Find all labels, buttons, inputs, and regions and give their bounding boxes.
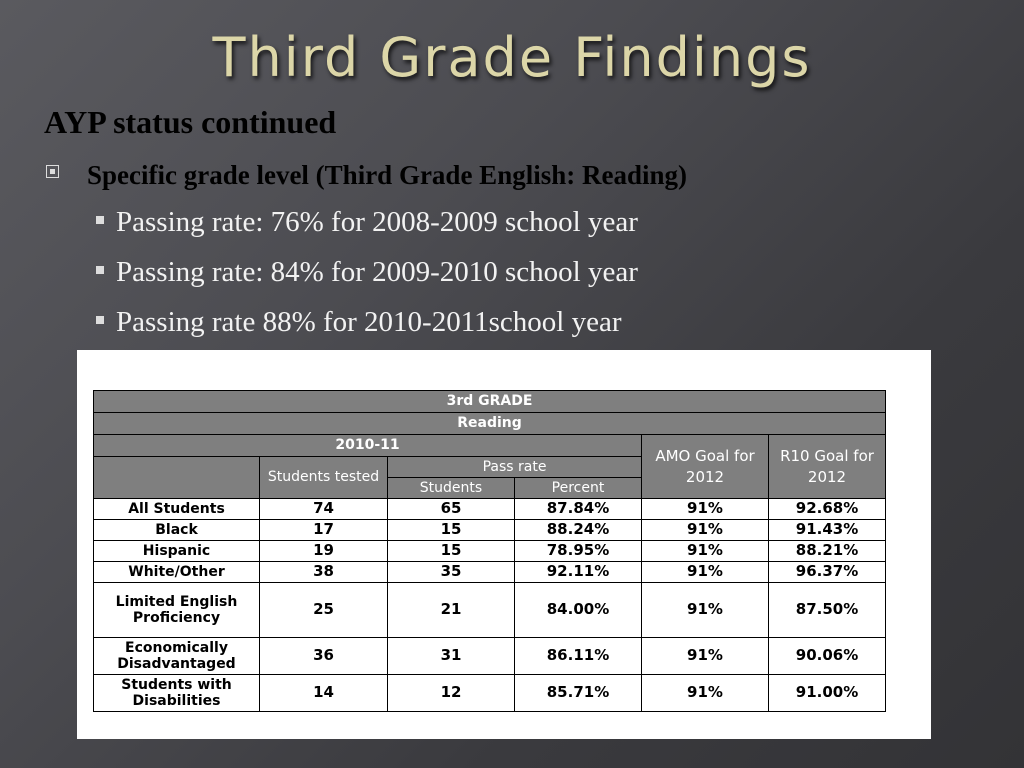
tested-cell: 38 xyxy=(260,562,388,583)
tested-cell: 19 xyxy=(260,541,388,562)
sub-bullet-text: Passing rate: 76% for 2008-2009 school year xyxy=(116,206,638,238)
tested-cell: 74 xyxy=(260,499,388,520)
group-cell: Students with Disabilities xyxy=(94,675,260,712)
slide-title: Third Grade Findings xyxy=(212,26,812,89)
small-square-bullet-icon xyxy=(96,216,104,224)
amo-cell: 91% xyxy=(642,520,769,541)
passed-cell: 21 xyxy=(388,583,515,638)
passed-cell: 12 xyxy=(388,675,515,712)
students-header: Students xyxy=(388,478,515,499)
amo-cell: 91% xyxy=(642,562,769,583)
group-cell: Hispanic xyxy=(94,541,260,562)
group-cell: Economically Disadvantaged xyxy=(94,638,260,675)
passed-cell: 15 xyxy=(388,541,515,562)
group-header-blank xyxy=(94,457,260,499)
r10-cell: 92.68% xyxy=(769,499,886,520)
amo-goal-header: AMO Goal for 2012 xyxy=(642,435,769,499)
percent-cell: 88.24% xyxy=(515,520,642,541)
table-row xyxy=(94,541,886,562)
amo-cell: 91% xyxy=(642,499,769,520)
table-subtitle: Reading xyxy=(94,413,886,435)
amo-cell: 91% xyxy=(642,638,769,675)
year-header: 2010-11 xyxy=(94,435,642,457)
percent-cell: 84.00% xyxy=(515,583,642,638)
sub-bullet-item xyxy=(96,256,638,289)
percent-cell: 87.84% xyxy=(515,499,642,520)
amo-cell: 91% xyxy=(642,675,769,712)
students-tested-header: Students tested xyxy=(260,457,388,499)
sub-bullet-item xyxy=(96,306,622,339)
passed-cell: 35 xyxy=(388,562,515,583)
percent-header: Percent xyxy=(515,478,642,499)
bullet-item xyxy=(46,160,687,191)
small-square-bullet-icon xyxy=(96,316,104,324)
table-row xyxy=(94,520,886,541)
results-table xyxy=(93,390,886,712)
bullet-text: Specific grade level (Third Grade English: Reading) xyxy=(87,160,687,190)
r10-cell: 90.06% xyxy=(769,638,886,675)
passed-cell: 31 xyxy=(388,638,515,675)
r10-cell: 88.21% xyxy=(769,541,886,562)
pass-rate-header: Pass rate xyxy=(388,457,642,478)
sub-bullet-text: Passing rate 88% for 2010-2011school year xyxy=(116,306,622,338)
group-cell: Black xyxy=(94,520,260,541)
tested-cell: 14 xyxy=(260,675,388,712)
section-heading: AYP status continued xyxy=(44,104,337,140)
tested-cell: 17 xyxy=(260,520,388,541)
passed-cell: 15 xyxy=(388,520,515,541)
amo-cell: 91% xyxy=(642,541,769,562)
table-row xyxy=(94,562,886,583)
group-cell: Limited English Proficiency xyxy=(94,583,260,638)
passed-cell: 65 xyxy=(388,499,515,520)
sub-bullet-item xyxy=(96,206,638,239)
table-image xyxy=(77,350,931,739)
group-cell: White/Other xyxy=(94,562,260,583)
small-square-bullet-icon xyxy=(96,266,104,274)
r10-cell: 87.50% xyxy=(769,583,886,638)
r10-cell: 91.00% xyxy=(769,675,886,712)
table-row xyxy=(94,675,886,712)
percent-cell: 92.11% xyxy=(515,562,642,583)
percent-cell: 85.71% xyxy=(515,675,642,712)
square-bullet-icon xyxy=(46,165,59,178)
tested-cell: 36 xyxy=(260,638,388,675)
sub-bullet-text: Passing rate: 84% for 2009-2010 school year xyxy=(116,256,638,288)
r10-cell: 91.43% xyxy=(769,520,886,541)
table-row xyxy=(94,499,886,520)
table-row xyxy=(94,583,886,638)
r10-goal-header: R10 Goal for 2012 xyxy=(769,435,886,499)
group-cell: All Students xyxy=(94,499,260,520)
r10-cell: 96.37% xyxy=(769,562,886,583)
table-body xyxy=(94,499,886,712)
tested-cell: 25 xyxy=(260,583,388,638)
table-title: 3rd GRADE xyxy=(94,391,886,413)
percent-cell: 86.11% xyxy=(515,638,642,675)
table-row xyxy=(94,638,886,675)
amo-cell: 91% xyxy=(642,583,769,638)
percent-cell: 78.95% xyxy=(515,541,642,562)
